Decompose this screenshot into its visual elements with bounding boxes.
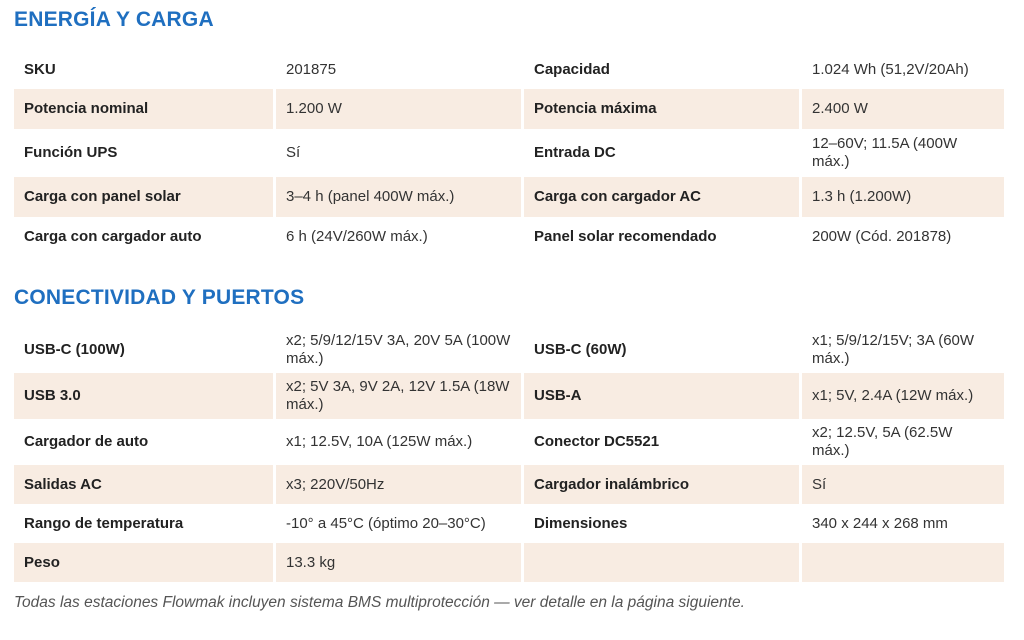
spec-value: 340 x 244 x 268 mm	[812, 514, 948, 532]
spec-label: Salidas AC	[14, 465, 276, 504]
table-row	[14, 419, 1004, 465]
section-title-energy: ENERGÍA Y CARGA	[14, 8, 214, 31]
spec-value: 1.024 Wh (51,2V/20Ah)	[812, 60, 969, 78]
spec-value: x2; 5V 3A, 9V 2A, 12V 1.5A (18W máx.)	[276, 373, 524, 419]
spec-label: Panel solar recomendado	[524, 217, 802, 257]
spec-value: x2; 12.5V, 5A (62.5W máx.)	[812, 424, 953, 459]
spec-value	[802, 543, 1004, 582]
energy-rows	[14, 50, 1004, 257]
table-row	[14, 50, 1004, 89]
connectivity-table	[14, 327, 1004, 582]
spec-label: Carga con cargador auto	[14, 217, 276, 257]
spec-value: 201875	[276, 50, 524, 89]
table-row	[14, 89, 1004, 129]
spec-label: Dimensiones	[524, 504, 802, 543]
table-row	[14, 543, 1004, 582]
energy-table	[14, 50, 1004, 257]
spec-label: USB-A	[524, 373, 802, 419]
spec-value: -10° a 45°C (óptimo 20–30°C)	[276, 504, 524, 543]
section-title-connectivity: CONECTIVIDAD Y PUERTOS	[14, 286, 305, 309]
table-row	[14, 217, 1004, 257]
footnote: Todas las estaciones Flowmak incluyen sistema BMS multiprotección — ver detalle en la página siguiente.	[14, 594, 745, 611]
spec-label: Peso	[14, 543, 276, 582]
spec-value: 13.3 kg	[276, 543, 524, 582]
table-row	[14, 327, 1004, 373]
table-row	[14, 129, 1004, 177]
spec-label: SKU	[14, 50, 276, 89]
spec-label: Conector DC5521	[524, 419, 802, 465]
spec-label	[524, 543, 802, 582]
spec-value: 3–4 h (panel 400W máx.)	[276, 177, 524, 217]
spec-value: 200W (Cód. 201878)	[812, 228, 952, 245]
spec-label: Rango de temperatura	[14, 504, 276, 543]
spec-value: x3; 220V/50Hz	[276, 465, 524, 504]
spec-label: Cargador inalámbrico	[524, 465, 802, 504]
spec-value: Sí	[802, 465, 1004, 504]
spec-label: Capacidad	[524, 50, 802, 89]
table-row	[14, 465, 1004, 504]
spec-value: 1.200 W	[276, 89, 524, 129]
spec-label: USB 3.0	[14, 373, 276, 419]
spec-value: 12–60V; 11.5A (400W máx.)	[812, 135, 958, 170]
spec-label: Potencia nominal	[14, 89, 276, 129]
spec-value: x1; 5V, 2.4A (12W máx.)	[802, 373, 1004, 419]
spec-label: Potencia máxima	[524, 89, 802, 129]
connectivity-rows	[14, 327, 1004, 582]
spec-value: Sí	[276, 129, 524, 177]
spec-label: Entrada DC	[524, 129, 802, 177]
spec-label: USB-C (100W)	[14, 327, 276, 373]
spec-value: 6 h (24V/260W máx.)	[276, 217, 524, 257]
spec-label: USB-C (60W)	[524, 327, 802, 373]
spec-value: x1; 5/9/12/15V; 3A (60W máx.)	[812, 332, 975, 367]
spec-label: Función UPS	[14, 129, 276, 177]
spec-value: 1.3 h (1.200W)	[802, 177, 1004, 217]
spec-label: Cargador de auto	[14, 419, 276, 465]
spec-value: 2.400 W	[802, 89, 1004, 129]
table-row	[14, 504, 1004, 543]
spec-label: Carga con panel solar	[14, 177, 276, 217]
spec-value: x1; 12.5V, 10A (125W máx.)	[276, 419, 524, 465]
spec-label: Carga con cargador AC	[524, 177, 802, 217]
table-row	[14, 373, 1004, 419]
table-row	[14, 177, 1004, 217]
spec-value: x2; 5/9/12/15V 3A, 20V 5A (100W máx.)	[276, 327, 524, 373]
